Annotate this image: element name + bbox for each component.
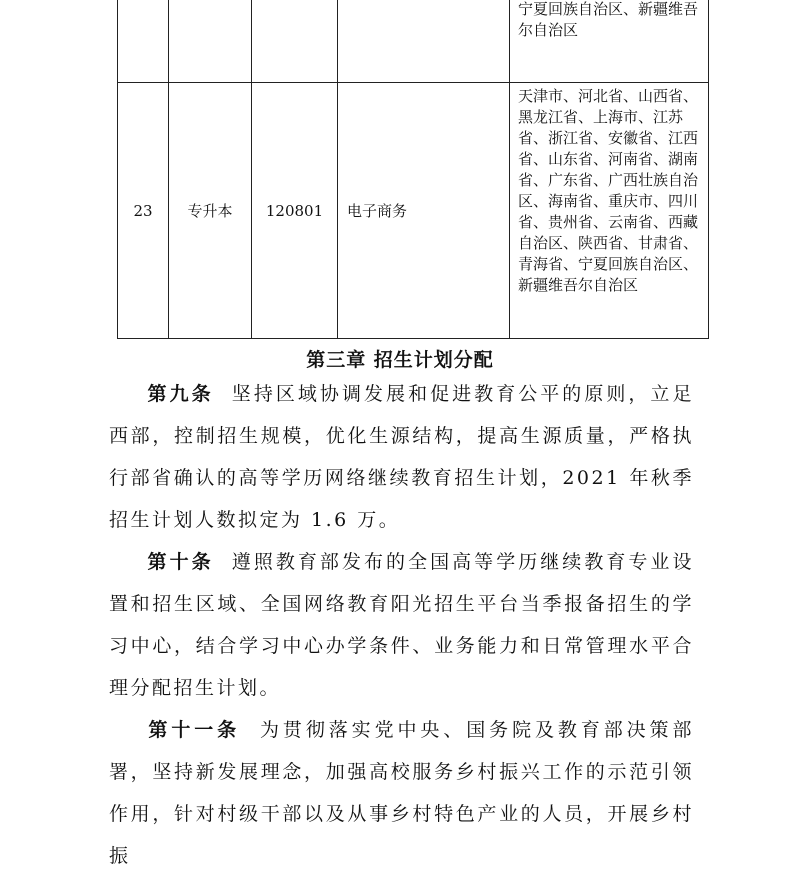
major-cell: 电子商务 bbox=[338, 83, 510, 339]
article-title: 第九条 bbox=[147, 383, 214, 405]
regions-cell bbox=[510, 0, 709, 83]
regions-text: 天津市、河北省、山西省、黑龙江省、上海市、江苏省、浙江省、安徽省、江西省、山东省、河南省、湖南省、广东省、广西壮族自治区、海南省、重庆市、四川省、贵州省、云南省、西藏自治区、陕西省、甘肃省、青海省、宁夏回族自治区、新疆维吾尔自治区 bbox=[518, 87, 699, 294]
article-body: 坚持区域协调发展和促进教育公平的原则，立足西部，控制招生规模，优化生源结构，提高生源质量，严格执行部省确认的高等学历网络继续教育招生计划，2021 年秋季招生计划人数拟定为 1.6 万。 bbox=[109, 383, 694, 531]
row-index-cell: 23 bbox=[118, 83, 169, 339]
article-10 bbox=[109, 541, 694, 709]
article-body: 遵照教育部发布的全国高等学历继续教育专业设置和招生区域、全国网络教育阳光招生平台当季报备招生的学习中心，结合学习中心办学条件、业务能力和日常管理水平合理分配招生计划。 bbox=[109, 551, 694, 699]
code-cell bbox=[252, 0, 338, 83]
table-row bbox=[118, 83, 709, 339]
regions-text: 宁夏回族自治区、新疆维吾尔自治区 bbox=[518, 0, 699, 39]
table-row bbox=[118, 0, 709, 83]
level-cell bbox=[169, 0, 252, 83]
row-index-cell bbox=[118, 0, 169, 83]
article-body: 为贯彻落实党中央、国务院及教育部决策部署，坚持新发展理念，加强高校服务乡村振兴工作的示范引领作用，针对村级干部以及从事乡村特色产业的人员，开展乡村振 bbox=[109, 719, 694, 867]
article-title: 第十条 bbox=[147, 551, 214, 573]
article-9 bbox=[109, 373, 694, 541]
regions-cell bbox=[510, 83, 709, 339]
major-cell bbox=[338, 0, 510, 83]
major-region-table bbox=[117, 0, 709, 339]
level-cell: 专升本 bbox=[169, 83, 252, 339]
article-11 bbox=[109, 709, 694, 877]
code-cell: 120801 bbox=[252, 83, 338, 339]
article-title: 第十一条 bbox=[147, 719, 241, 741]
chapter-heading: 第三章 招生计划分配 bbox=[306, 349, 494, 371]
